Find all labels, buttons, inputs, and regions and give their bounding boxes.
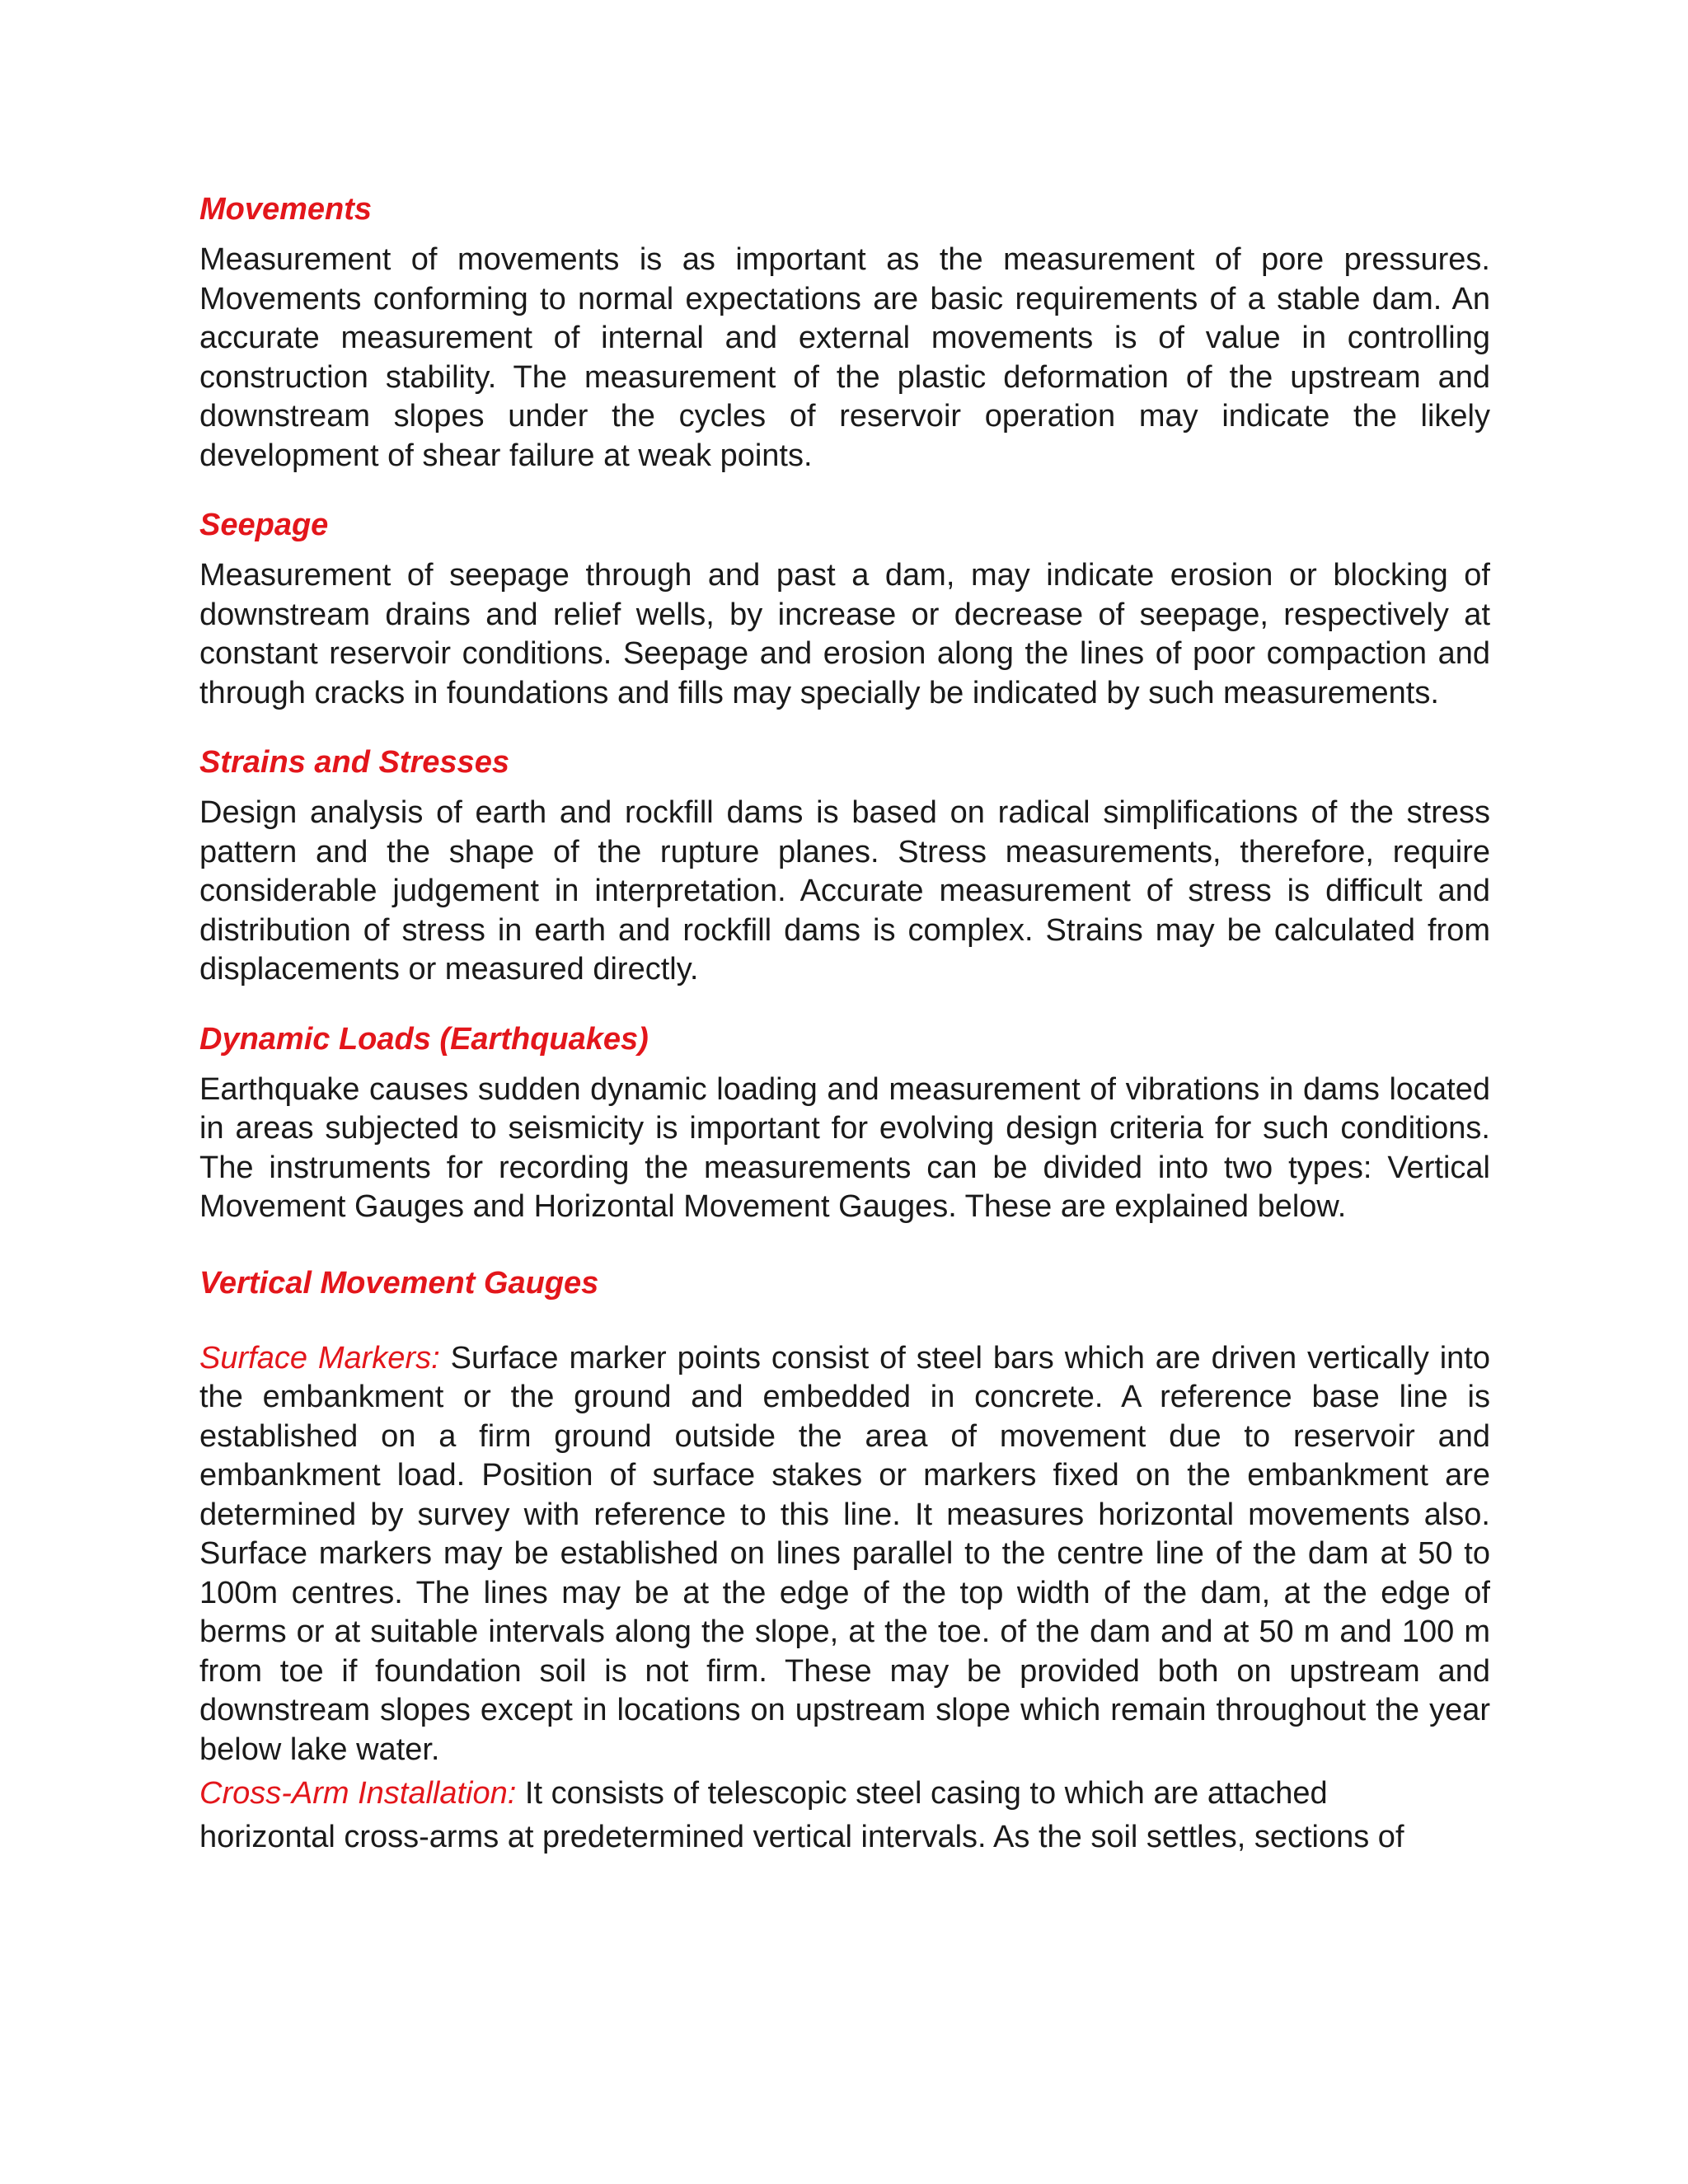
cross-arm-continuation: horizontal cross-arms at predetermined vertical intervals. As the soil settles, sections of: [199, 1819, 1404, 1854]
section-heading: Dynamic Loads (Earthquakes): [199, 1021, 649, 1057]
section-heading: Strains and Stresses: [199, 745, 509, 780]
section-paragraph: Measurement of movements is as important as the measurement of pore pressures. Movements conforming to normal expectations are basic requirements of a stable dam. An accurate measurement of internal and external movements is of value in controlling construction stability. The measurement of the plastic deformation of the upstream and downstream slopes under the cycles of reservoir operation may indicate the likely development of shear failure at weak points.: [199, 242, 1490, 473]
cross-arm-paragraph: [199, 1774, 1490, 1814]
cross-arm-text: It consists of telescopic steel casing to which are attached: [524, 1776, 1328, 1811]
section-seepage: [199, 505, 1490, 713]
section-heading: Vertical Movement Gauges: [199, 1265, 599, 1301]
section-paragraph: Design analysis of earth and rockfill dams is based on radical simplifications of the stress pattern and the shape of the rupture planes. Stress measurements, therefore, require considerable judgement in interpretation. Accurate measurement of stress is difficult and distribution of stress in earth and rockfill dams is complex. Strains may be calculated from displacements or measured directly.: [199, 795, 1490, 987]
surface-markers-paragraph: [199, 1339, 1490, 1770]
surface-markers-label: Surface Markers:: [199, 1340, 440, 1376]
section-vertical-movement-gauges: [199, 1263, 1490, 1860]
document-page: [199, 190, 1490, 1890]
surface-markers-text: Surface marker points consist of steel bars which are driven vertically into the embankment or the ground and embedded in concrete. A reference base line is established on a firm ground outside the area of movement due to reservoir and embankment load. Position of surface stakes or markers fixed on the embankment are determined by survey with reference to this line. It measures horizontal movements also. Surface markers may be established on lines parallel to the centre line of the dam at 50 to 100m centres. The lines may be at the edge of the top width of the dam, at the edge of berms or at suitable intervals along the slope, at the toe. of the dam and at 50 m and 100 m from toe if foundation soil is not firm. These may be provided both on upstream and downstream slopes except in locations on upstream slope which remain throughout the year below lake water.: [199, 1340, 1491, 1767]
cross-arm-label: Cross-Arm Installation:: [199, 1776, 517, 1811]
section-movements: [199, 190, 1490, 476]
section-paragraph: Earthquake causes sudden dynamic loading and measurement of vibrations in dams located in areas subjected to seismicity is important for evolving design criteria for such conditions. The instruments for recording the measurements can be divided into two types: Vertical Movement Gauges and Horizontal Movement Gauges. These are explained below.: [199, 1071, 1490, 1224]
section-heading: Seepage: [199, 508, 329, 542]
section-strains-stresses: [199, 743, 1490, 990]
section-dynamic-loads: [199, 1019, 1490, 1227]
section-heading: Movements: [199, 192, 373, 227]
section-paragraph: Measurement of seepage through and past a dam, may indicate erosion or blocking of downstream drains and relief wells, by increase or decrease of seepage, respectively at constant reservoir conditions. Seepage and erosion along the lines of poor compaction and through cracks in foundations and fills may specially be indicated by such measurements.: [199, 558, 1490, 710]
